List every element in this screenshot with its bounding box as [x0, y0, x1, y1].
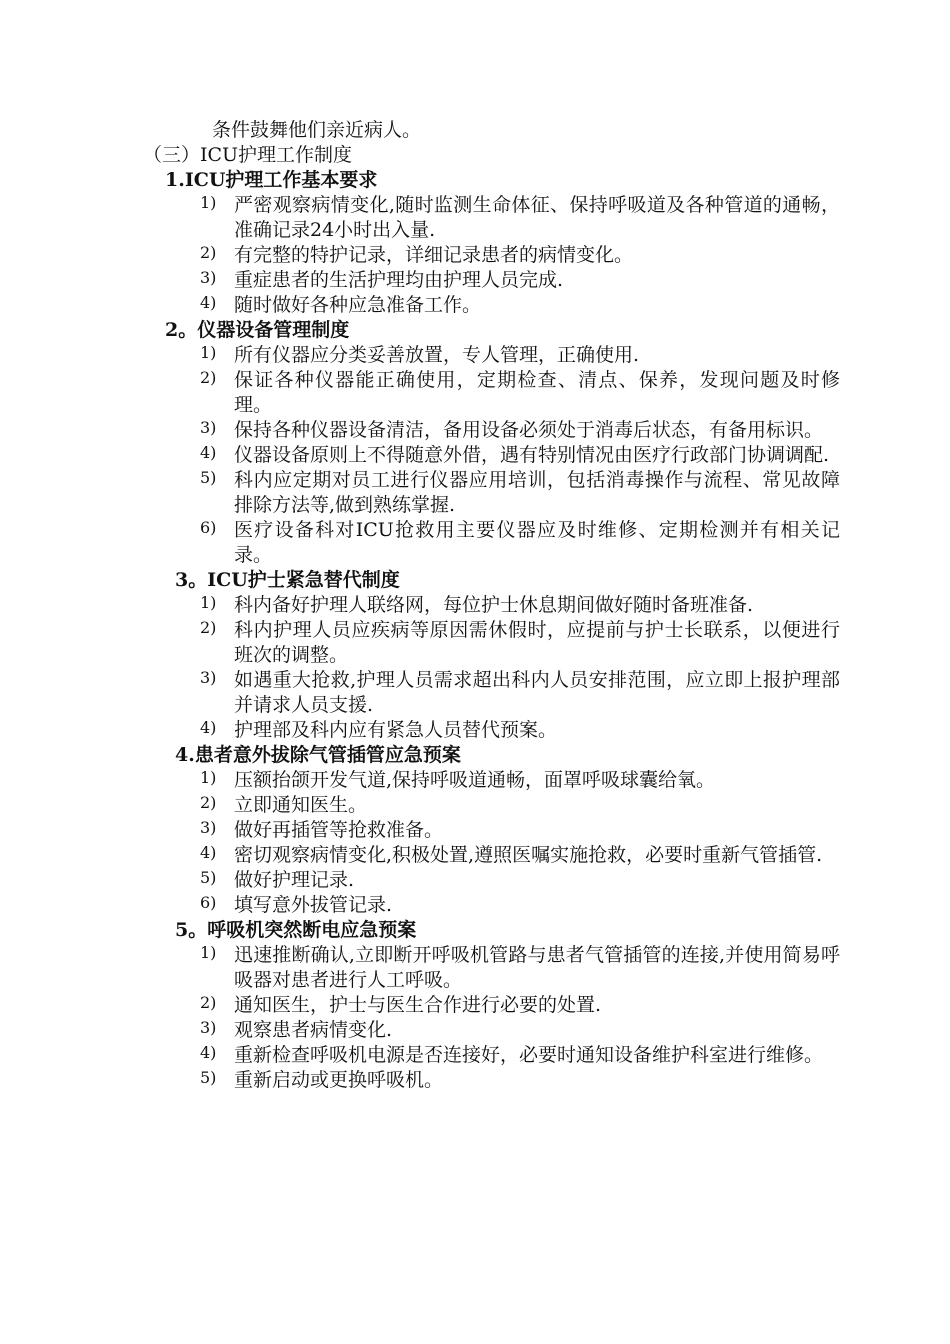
list-item — [0, 618, 840, 668]
item-text: 做好护理记录. — [234, 869, 355, 891]
item-number: 5) — [200, 868, 217, 887]
list-item — [0, 268, 840, 293]
section-title: （三）ICU护理工作制度 — [143, 144, 353, 166]
list-item — [0, 668, 840, 718]
list-item — [0, 293, 840, 318]
item-number: 3) — [200, 1018, 217, 1037]
item-text: 严密观察病情变化,随时监测生命体征、保持呼吸道及各种管道的通畅，准确记录24小时出入量. — [234, 194, 840, 241]
item-number: 2) — [200, 618, 217, 637]
item-number: 6) — [200, 893, 217, 912]
item-text: 压额抬颌开发气道,保持呼吸道通畅，面罩呼吸球囊给氧。 — [234, 769, 716, 791]
item-number: 1) — [200, 943, 217, 962]
item-number: 4) — [200, 293, 217, 312]
item-number: 1) — [200, 768, 217, 787]
item-text: 重新检查呼吸机电源是否连接好，必要时通知设备维护科室进行维修。 — [234, 1044, 824, 1066]
list-item — [0, 243, 840, 268]
list-item — [0, 418, 840, 443]
list-item — [0, 718, 840, 743]
list-item — [0, 443, 840, 468]
item-number: 4) — [200, 843, 217, 862]
item-number: 5) — [200, 468, 217, 487]
item-number: 6) — [200, 518, 217, 537]
item-number: 5) — [200, 1068, 217, 1087]
item-text: 护理部及科内应有紧急人员替代预案。 — [234, 719, 558, 741]
list-item — [0, 868, 840, 893]
item-text: 密切观察病情变化,积极处置,遵照医嘱实施抢救，必要时重新气管插管. — [234, 844, 823, 866]
list-item — [0, 593, 840, 618]
list-item — [0, 818, 840, 843]
item-number: 4) — [200, 443, 217, 462]
item-number: 2) — [200, 993, 217, 1012]
list-item — [0, 518, 840, 568]
item-number: 1) — [200, 343, 217, 362]
list-item — [0, 943, 840, 993]
item-text: 重症患者的生活护理均由护理人员完成. — [234, 269, 564, 291]
item-text: 立即通知医生。 — [234, 794, 368, 816]
item-number: 3) — [200, 818, 217, 837]
item-text: 重新启动或更换呼吸机。 — [234, 1069, 444, 1091]
list-item — [0, 1018, 840, 1043]
subsection-title-4: 4.患者意外拔除气管插管应急预案 — [175, 744, 461, 766]
item-number: 2) — [200, 793, 217, 812]
item-text: 科内备好护理人联络网，每位护士休息期间做好随时备班准备. — [234, 594, 754, 616]
subsection-title-3: 3。ICU护士紧急替代制度 — [175, 569, 400, 591]
item-text: 迅速推断确认,立即断开呼吸机管路与患者气管插管的连接,并使用简易呼吸器对患者进行人工呼吸。 — [234, 944, 840, 991]
item-text: 观察患者病情变化. — [234, 1019, 393, 1041]
item-text: 保持各种仪器设备清洁，备用设备必须处于消毒后状态，有备用标识。 — [234, 419, 824, 441]
item-text: 科内应定期对员工进行仪器应用培训，包括消毒操作与流程、常见故障排除方法等,做到熟练掌握. — [234, 469, 840, 516]
item-number: 2) — [200, 243, 217, 262]
item-text: 随时做好各种应急准备工作。 — [234, 294, 482, 316]
list-item — [0, 343, 840, 368]
item-number: 4) — [200, 1043, 217, 1062]
item-number: 1) — [200, 593, 217, 612]
subsection-title-1: 1.ICU护理工作基本要求 — [165, 169, 378, 191]
item-number: 3) — [200, 668, 217, 687]
item-text: 保证各种仪器能正确使用，定期检查、清点、保养，发现问题及时修理。 — [234, 369, 840, 416]
list-item — [0, 1068, 840, 1093]
item-text: 通知医生，护士与医生合作进行必要的处置. — [234, 994, 602, 1016]
subsection-title-5: 5。呼吸机突然断电应急预案 — [175, 919, 417, 941]
item-number: 3) — [200, 268, 217, 287]
item-text: 如遇重大抢救,护理人员需求超出科内人员安排范围，应立即上报护理部并请求人员支援. — [234, 669, 840, 716]
list-item — [0, 468, 840, 518]
item-text: 医疗设备科对ICU抢救用主要仪器应及时维修、定期检测并有相关记录。 — [234, 519, 840, 566]
item-text: 仪器设备原则上不得随意外借，遇有特别情况由医疗行政部门协调调配. — [234, 444, 830, 466]
item-number: 2) — [200, 368, 217, 387]
subsection-title-2: 2。仪器设备管理制度 — [165, 319, 350, 341]
document-page — [0, 118, 950, 1093]
item-text: 填写意外拔管记录. — [234, 894, 393, 916]
list-item — [0, 793, 840, 818]
list-item — [0, 1043, 840, 1068]
item-text: 所有仪器应分类妥善放置，专人管理，正确使用. — [234, 344, 640, 366]
list-item — [0, 193, 840, 243]
list-item — [0, 768, 840, 793]
item-text: 做好再插管等抢救准备。 — [234, 819, 444, 841]
item-number: 4) — [200, 718, 217, 737]
list-item — [0, 843, 840, 868]
item-text: 有完整的特护记录，详细记录患者的病情变化。 — [234, 244, 634, 266]
item-number: 3) — [200, 418, 217, 437]
item-number: 1) — [200, 193, 217, 212]
list-item — [0, 368, 840, 418]
item-text: 科内护理人员应疾病等原因需休假时，应提前与护士长联系，以便进行班次的调整。 — [234, 619, 840, 666]
continuation-text: 条件鼓舞他们亲近病人。 — [212, 119, 422, 141]
list-item — [0, 893, 840, 918]
list-item — [0, 993, 840, 1018]
